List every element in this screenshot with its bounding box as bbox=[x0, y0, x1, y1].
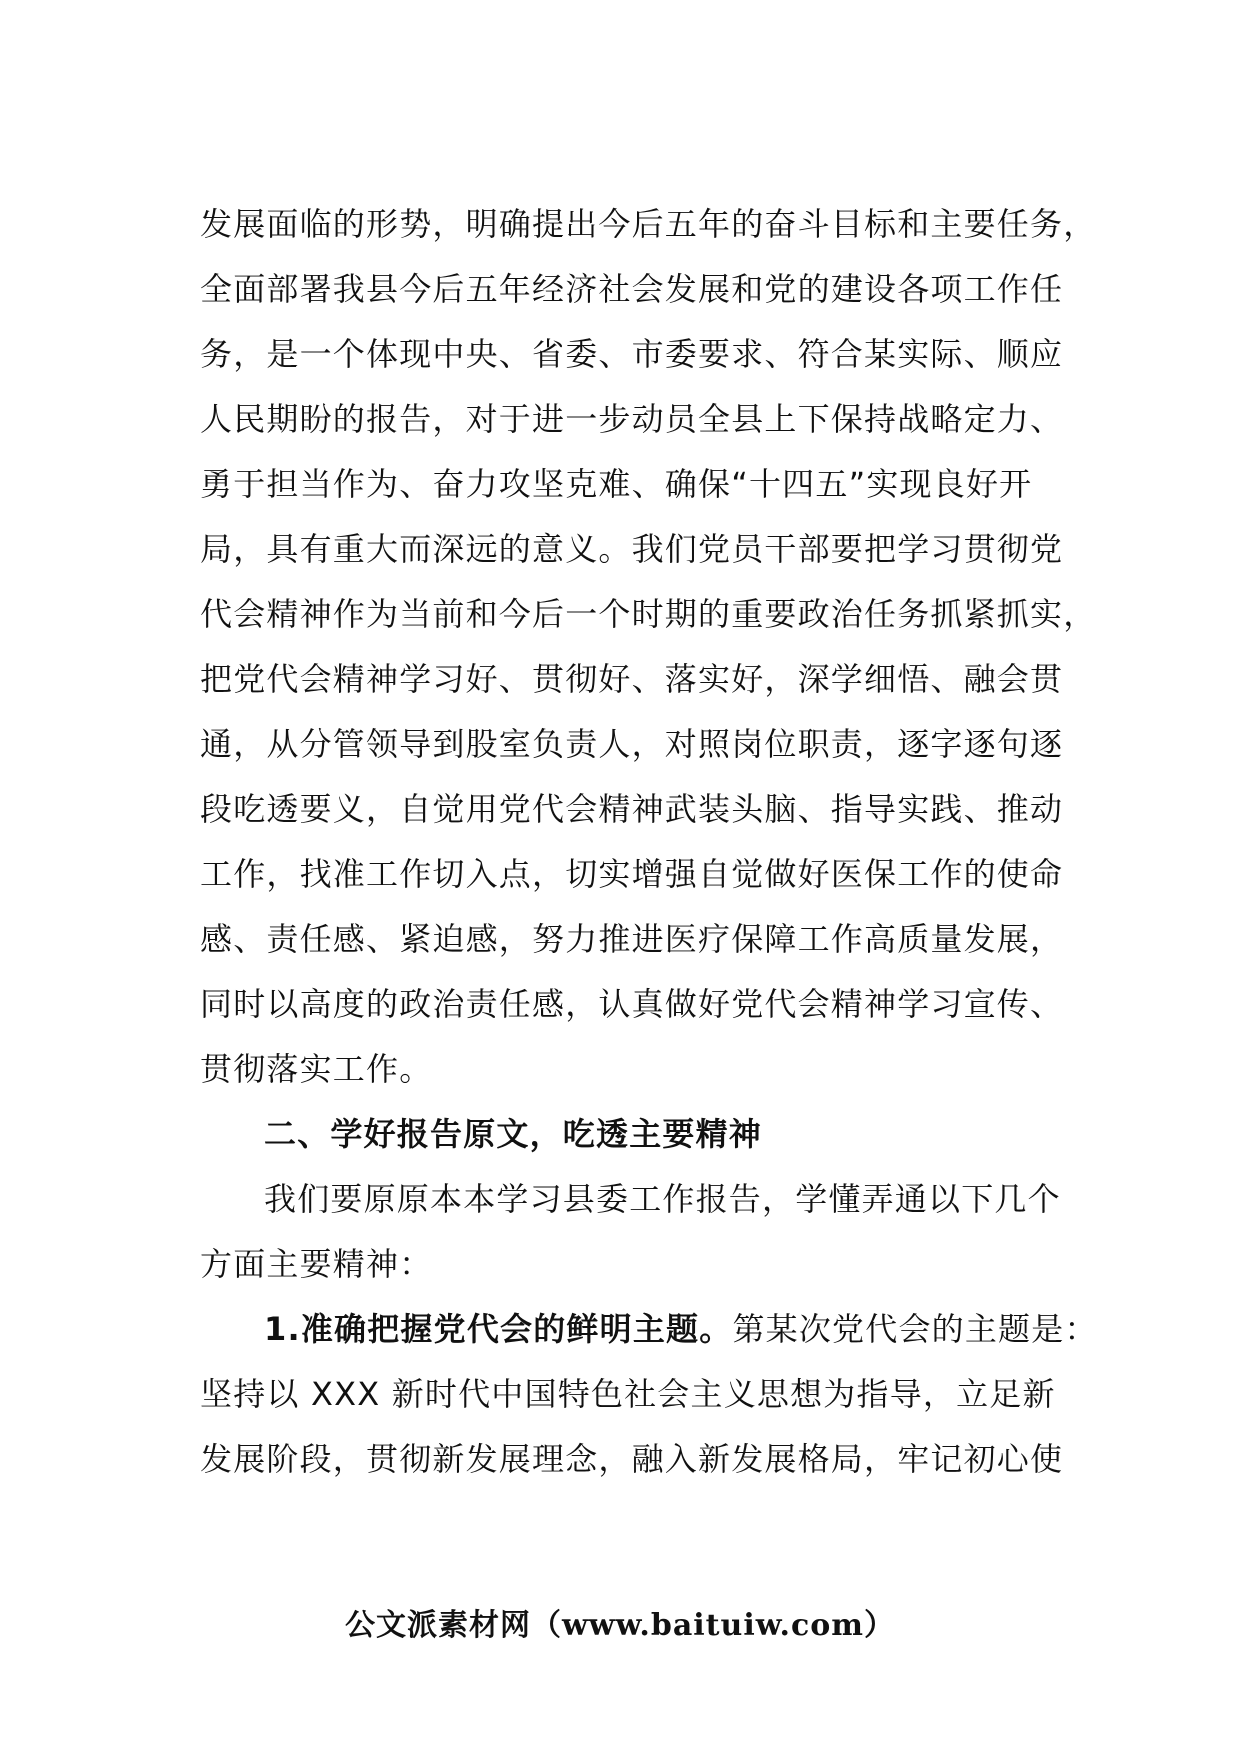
body-line: 人民期盼的报告，对于进一步动员全县上下保持战略定力、 bbox=[200, 400, 1064, 438]
body-line: 勇于担当作为、奋力攻坚克难、确保“十四五”实现良好开 bbox=[200, 465, 1033, 503]
item-1-text: 第某次党代会的主题是： bbox=[732, 1310, 1098, 1348]
item-1-line bbox=[200, 1297, 1100, 1362]
body-line: 我们要原原本本学习县委工作报告，学懂弄通以下几个 bbox=[264, 1180, 1061, 1218]
item-1-title: 1.准确把握党代会的鲜明主题。 bbox=[264, 1310, 733, 1348]
body-line: 通，从分管领导到股室负责人，对照岗位职责，逐字逐句逐 bbox=[200, 725, 1064, 763]
body-line: 代会精神作为当前和今后一个时期的重要政治任务抓紧抓实， bbox=[200, 595, 1097, 633]
body-line: 工作，找准工作切入点，切实增强自觉做好医保工作的使命 bbox=[200, 855, 1064, 893]
document-body bbox=[200, 192, 1100, 1492]
body-line: 局，具有重大而深远的意义。我们党员干部要把学习贯彻党 bbox=[200, 530, 1064, 568]
footer-watermark: 公文派素材网（www.baituiw.com） bbox=[344, 1608, 896, 1643]
body-line: 感、责任感、紧迫感，努力推进医疗保障工作高质量发展， bbox=[200, 920, 1064, 958]
body-line: 发展面临的形势，明确提出今后五年的奋斗目标和主要任务， bbox=[200, 205, 1097, 243]
body-line: 发展阶段，贯彻新发展理念，融入新发展格局，牢记初心使 bbox=[200, 1440, 1064, 1478]
section-heading: 二、学好报告原文，吃透主要精神 bbox=[264, 1115, 763, 1153]
body-line: 把党代会精神学习好、贯彻好、落实好，深学细悟、融会贯 bbox=[200, 660, 1064, 698]
body-line: 全面部署我县今后五年经济社会发展和党的建设各项工作任 bbox=[200, 270, 1064, 308]
body-line: 段吃透要义，自觉用党代会精神武装头脑、指导实践、推动 bbox=[200, 790, 1064, 828]
body-line: 同时以高度的政治责任感，认真做好党代会精神学习宣传、 bbox=[200, 985, 1064, 1023]
body-line: 务，是一个体现中央、省委、市委要求、符合某实际、顺应 bbox=[200, 335, 1064, 373]
body-line: 方面主要精神： bbox=[200, 1245, 433, 1283]
body-line: 坚持以 XXX 新时代中国特色社会主义思想为指导，立足新 bbox=[200, 1375, 1056, 1413]
body-line: 贯彻落实工作。 bbox=[200, 1050, 433, 1088]
